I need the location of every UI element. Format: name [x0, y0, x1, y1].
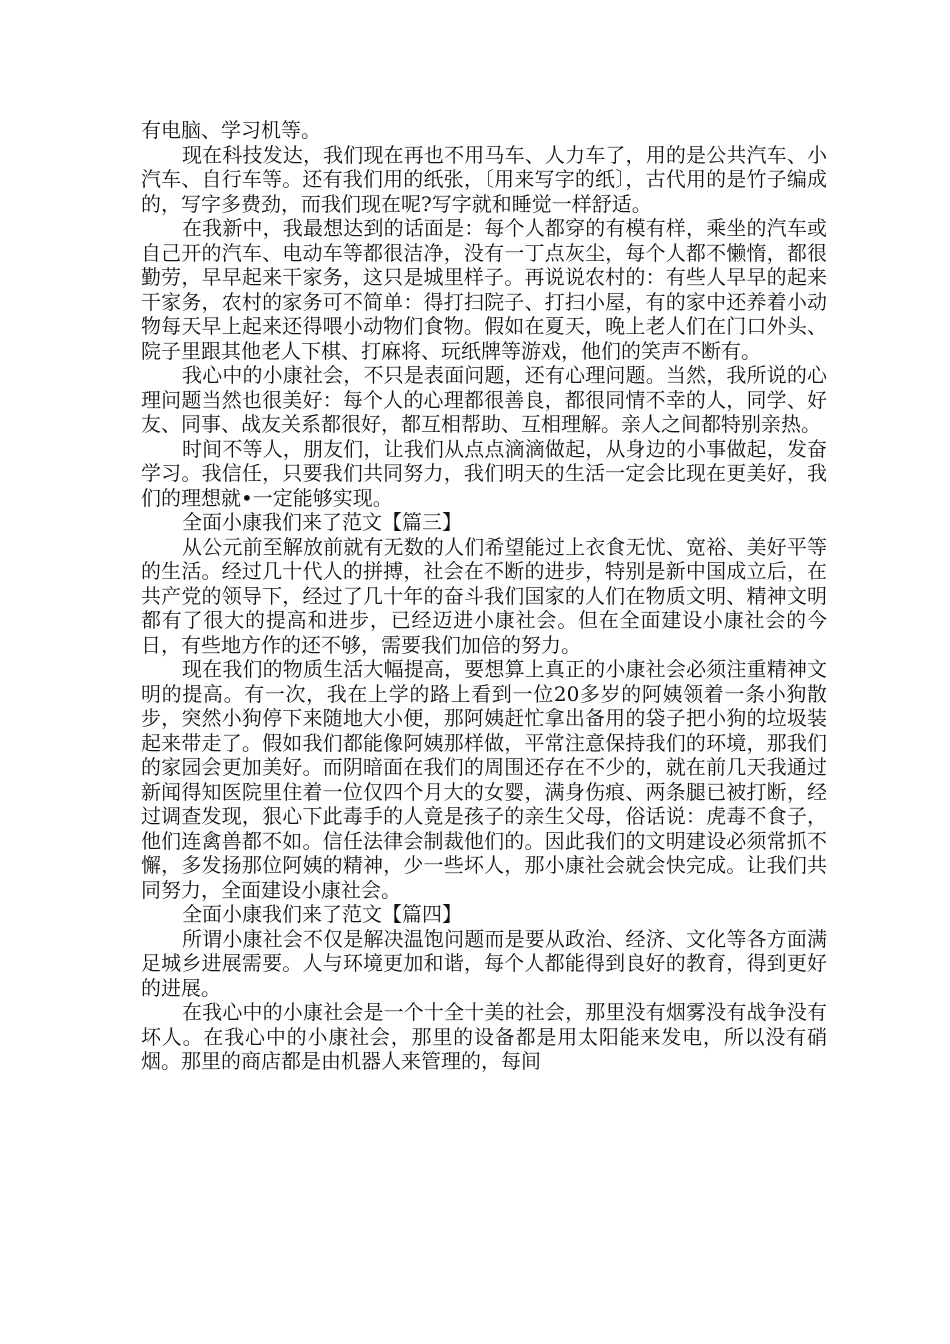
paragraph-history: 从公元前至解放前就有无数的人们希望能过上衣食无忧、宽裕、美好平等的生活。经过几十代人的拼搏，社会在不断的进步，特别是新中国成立后，在共产党的领导下，经过了几十年的奋斗我们国家的人们在物质文明、精神文明都有了很大的提高和进步，已经迈进小康社会。但在全面建设小康社会的今日，有些地方作的还不够，需要我们加倍的努力。 — [141, 534, 827, 657]
section-heading-part-four: 全面小康我们来了范文【篇四】 — [182, 902, 462, 926]
paragraph-continuation: 有电脑、学习机等。 — [141, 118, 321, 142]
section-heading-part-three: 全面小康我们来了范文【篇三】 — [182, 510, 462, 534]
paragraph-ideal-society: 在我心中的小康社会是一个十全十美的社会，那里没有烟雾没有战争没有坏人。在我心中的小康社会，那里的设备都是用太阳能来发电，所以没有硝烟。那里的商店都是由机器人来管理的，每间 — [141, 1000, 827, 1073]
paragraph-psychology: 我心中的小康社会，不只是表面问题，还有心理问题。当然，我所说的心理问题当然也很美好：每个人的心理都很善良，都很同情不幸的人，同学、好友、同事、战友关系都很好，都互相帮助、互相理解。亲人之间都特别亲热。 — [141, 363, 827, 436]
paragraph-conclusion: 时间不等人，朋友们，让我们从点点滴滴做起，从身边的小事做起，发奋学习。我信任，只要我们共同努力，我们明天的生活一定会比现在更美好，我们的理想就•一定能够实现。 — [141, 436, 827, 510]
paragraph-transport: 现在科技发达，我们现在再也不用马车、人力车了，用的是公共汽车、小汽车、自行车等。还有我们用的纸张，〔用来写字的纸〕，古代用的是竹子编成的，写字多费劲，而我们现在呢?写字就和睡觉一样舒适。 — [141, 142, 827, 216]
paragraph-civilization: 现在我们的物质生活大幅提高，要想算上真正的小康社会必须注重精神文明的提高。有一次，我在上学的路上看到一位20多岁的阿姨领着一条小狗散步，突然小狗停下来随地大小便，那阿姨赶忙拿出备用的袋子把小狗的垃圾装起来带走了。假如我们都能像阿姨那样做，平常注意保持我们的环境，那我们的家园会更加美好。而阴暗面在我们的周围还存在不少的，就在前几天我通过新闻得知医院里住着一位仅四个月大的女婴，满身伤痕、两条腿已被打断，经过调查发现，狠心下此毒手的人竟是孩子的亲生父母，俗话说：虎毒不食子，他们连禽兽都不如。信任法律会制裁他们的。因此我们的文明建设必须常抓不懈，多发扬那位阿姨的精神，少一些坏人，那小康社会就会快完成。让我们共同努力，全面建设小康社会。 — [141, 657, 827, 902]
paragraph-definition: 所谓小康社会不仅是解决温饱问题而是要从政治、经济、文化等各方面满足城乡进展需要。人与环境更加和谐，每个人都能得到良好的教育，得到更好的进展。 — [141, 926, 827, 1000]
document-page — [141, 118, 827, 1074]
paragraph-city-and-village: 在我新中，我最想达到的话面是：每个人都穿的有模有样，乘坐的汽车或自己开的汽车、电动车等都很洁净，没有一丁点灰尘，每个人都不懒惰，都很勤劳，早早起来干家务，这只是城里样子。再说说农村的：有些人早早的起来干家务，农村的家务可不简单：得打扫院子、打扫小屋，有的家中还养着小动物每天早上起来还得喂小动物们食物。假如在夏天，晚上老人们在门口外头、院子里跟其他老人下棋、打麻将、玩纸牌等游戏，他们的笑声不断有。 — [141, 216, 827, 363]
